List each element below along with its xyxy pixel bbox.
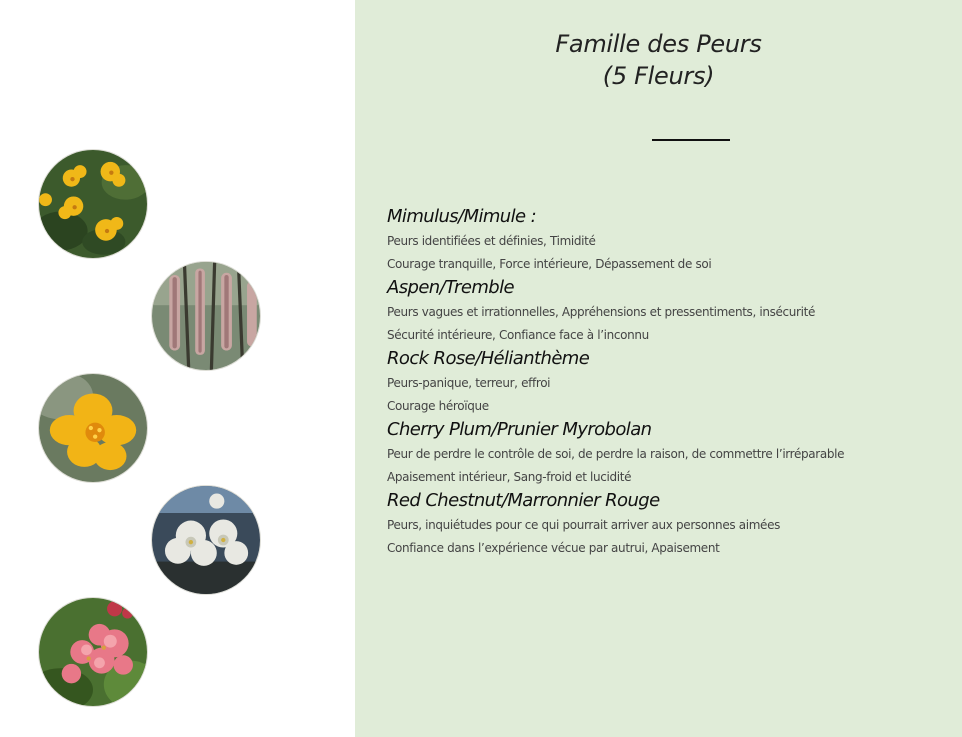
mimulus-flower-illustration (39, 150, 147, 258)
flower-virtues: Courage héroïque (387, 398, 489, 413)
aspen-flower-image (152, 262, 260, 370)
flower-fears: Peurs-panique, terreur, effroi (387, 376, 551, 390)
rock-rose-flower-image (39, 374, 147, 482)
cherry-plum-flower-image (152, 486, 260, 594)
page-title-line-1: Famille des Peurs (555, 30, 762, 58)
mimulus-flower-image (39, 150, 147, 258)
flower-entry-red-chestnut (387, 488, 957, 559)
flower-name: Red Chestnut/Marronnier Rouge (387, 490, 660, 511)
flower-fears: Peur de perdre le contrôle de soi, de perdre la raison, de commettre l’irréparable (387, 447, 845, 461)
red-chestnut-illustration (39, 598, 147, 706)
flower-fears: Peurs, inquiétudes pour ce qui pourrait arriver aux personnes aimées (387, 518, 781, 532)
flower-virtues: Sécurité intérieure, Confiance face à l’inconnu (387, 327, 649, 342)
description-panel (355, 0, 962, 737)
flower-virtues: Courage tranquille, Force intérieure, Dépassement de soi (387, 256, 712, 271)
flower-list (387, 204, 957, 559)
flower-name: Rock Rose/Hélianthème (387, 348, 590, 369)
flower-name: Cherry Plum/Prunier Myrobolan (387, 419, 652, 440)
page-title (355, 28, 962, 92)
flower-photo-column (0, 0, 355, 737)
flower-virtues: Confiance dans l’expérience vécue par autrui, Apaisement (387, 540, 720, 555)
flower-entry-cherry-plum (387, 417, 957, 488)
flower-fears: Peurs vagues et irrationnelles, Appréhensions et pressentiments, insécurité (387, 305, 816, 319)
cherry-plum-illustration (152, 486, 260, 594)
rock-rose-illustration (39, 374, 147, 482)
flower-entry-rock-rose (387, 346, 957, 417)
flower-name: Mimulus/Mimule : (387, 206, 537, 227)
page-title-line-2: (5 Fleurs) (602, 62, 715, 90)
red-chestnut-flower-image (39, 598, 147, 706)
flower-entry-aspen (387, 275, 957, 346)
flower-virtues: Apaisement intérieur, Sang-froid et lucidité (387, 469, 632, 484)
flower-name: Aspen/Tremble (387, 277, 514, 298)
flower-fears: Peurs identifiées et définies, Timidité (387, 234, 596, 248)
flower-entry-mimulus (387, 204, 957, 275)
aspen-catkin-illustration (152, 262, 260, 370)
title-divider (652, 139, 730, 141)
